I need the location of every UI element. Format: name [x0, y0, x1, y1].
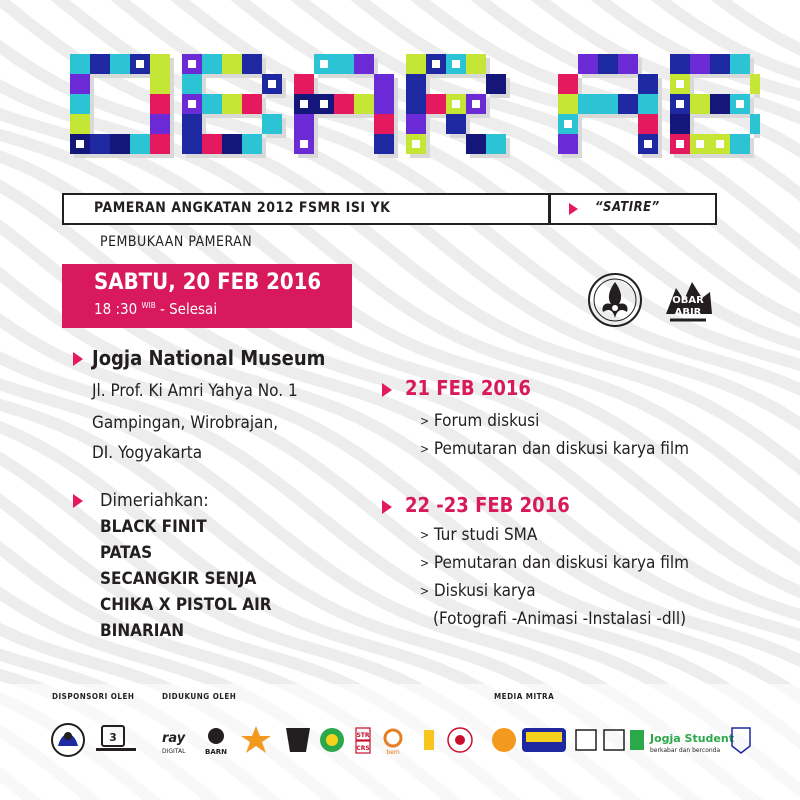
svg-text:BARN: BARN: [204, 748, 228, 756]
title-pixel-dot: [472, 100, 480, 108]
title-pixel: [618, 54, 638, 74]
title-pixel-dot: [268, 80, 276, 88]
triangle-bullet-icon: [382, 383, 392, 397]
title-pixel: [202, 134, 222, 154]
title-pixel-dot: [136, 60, 144, 68]
title-pixel: [222, 54, 242, 74]
title-pixel: [690, 54, 710, 74]
svg-text:CRS: CRS: [356, 745, 370, 752]
title-pixel: [222, 94, 242, 114]
triangle-bullet-icon: [569, 203, 578, 215]
title-pixel: [242, 134, 262, 154]
triangle-bullet-icon: [73, 352, 83, 366]
title-pixel: [406, 54, 426, 74]
title-pixel-dot: [300, 140, 308, 148]
title-pixel-dot: [320, 60, 328, 68]
schedule-2-item-3: > Diskusi karya: [420, 581, 536, 601]
svg-text:ABIR: ABIR: [674, 307, 702, 318]
title-pixel: [446, 114, 466, 134]
title-pixel: [182, 114, 202, 134]
svg-text:OBAR: OBAR: [672, 295, 704, 306]
schedule-1-item-2: > Pemutaran dan diskusi karya film: [420, 439, 690, 459]
schedule-2-item-4: (Fotografi -Animasi -Instalasi -dll): [433, 609, 687, 629]
title-pixel: [406, 114, 426, 134]
title-pixel-dot: [644, 140, 652, 148]
title-pixel: [638, 94, 658, 114]
performers-label: Dimeriahkan:: [100, 490, 209, 511]
title-pixel: [598, 54, 618, 74]
venue-line-1: Jl. Prof. Ki Amri Yahya No. 1: [92, 381, 298, 401]
title-pixel: [354, 54, 374, 74]
title-pixel-dot: [188, 100, 196, 108]
theme-title: “SATIRE”: [595, 200, 660, 215]
svg-text:ray: ray: [162, 731, 186, 746]
title-pixel: [374, 94, 394, 114]
title-pixel: [638, 74, 658, 94]
title-pixel-dot: [564, 120, 572, 128]
title-pixel-dot: [716, 140, 724, 148]
exhibition-bar: [62, 193, 550, 225]
title-pixel-dot: [676, 100, 684, 108]
svg-text:berkabar dan berconda: berkabar dan berconda: [650, 747, 721, 754]
title-pixel: [374, 114, 394, 134]
title-pixel-dot: [432, 60, 440, 68]
title-pixel: [262, 114, 282, 134]
schedule-2-item-2: > Pemutaran dan diskusi karya film: [420, 553, 690, 573]
title-pixel: [110, 134, 130, 154]
support-label: DIDUKUNG OLEH: [162, 692, 237, 701]
opening-label: PEMBUKAAN PAMERAN: [100, 234, 253, 250]
opening-date: SABTU, 20 FEB 2016: [94, 270, 322, 295]
title-pixel: [182, 74, 202, 94]
svg-text:DIGITAL: DIGITAL: [162, 748, 186, 755]
title-pixel: [406, 94, 426, 114]
title-pixel: [374, 74, 394, 94]
title-pixel: [598, 94, 618, 114]
triangle-bullet-icon: [382, 500, 392, 514]
isi-emblem-logo: [583, 268, 647, 332]
title-pixel: [354, 94, 374, 114]
venue-name: Jogja National Museum: [92, 346, 326, 370]
title-pixel-dot: [696, 140, 704, 148]
title-pixel: [202, 54, 222, 74]
title-pixel: [150, 94, 170, 114]
title-pixel: [558, 74, 578, 94]
title-pixel: [406, 74, 426, 94]
opening-date-box: [62, 264, 352, 328]
title-pixel-dot: [676, 140, 684, 148]
title-pixel-dot: [452, 60, 460, 68]
title-pixel: [150, 54, 170, 74]
performer-2: PATAS: [100, 543, 153, 563]
title-pixel: [150, 114, 170, 134]
title-pixel-dot: [736, 100, 744, 108]
title-pixel: [294, 74, 314, 94]
title-pixel: [202, 94, 222, 114]
title-pixel-dot: [76, 140, 84, 148]
exhibition-title: PAMERAN ANGKATAN 2012 FSMR ISI YK: [94, 200, 391, 216]
title-pixel: [466, 54, 486, 74]
title-pixel: [70, 114, 90, 134]
title-pixel-dot: [676, 80, 684, 88]
title-pixel: [690, 94, 710, 114]
svg-text:STR: STR: [356, 732, 370, 739]
title-pixel: [294, 114, 314, 134]
title-pixel: [558, 134, 578, 154]
title-pixel: [670, 54, 690, 74]
svg-text:bem: bem: [386, 749, 400, 756]
support-logos: [160, 720, 480, 760]
title-pixel: [730, 134, 750, 154]
title-pixel: [710, 94, 730, 114]
title-pixel: [486, 74, 506, 94]
venue-line-3: DI. Yogyakarta: [92, 443, 203, 463]
pixel-title: [60, 44, 760, 172]
title-pixel-dot: [188, 60, 196, 68]
schedule-2-item-1: > Tur studi SMA: [420, 525, 538, 545]
opening-time: 18 :30 $^{WIB}$ - Selesai: [94, 300, 218, 318]
title-pixel-dot: [452, 100, 460, 108]
venue-line-2: Gampingan, Wirobrajan,: [92, 413, 279, 433]
performer-1: BLACK FINIT: [100, 517, 207, 537]
schedule-date-1: 21 FEB 2016: [405, 376, 531, 400]
media-partner-logos: [492, 720, 754, 760]
title-pixel: [730, 54, 750, 74]
title-pixel: [130, 134, 150, 154]
title-pixel-dot: [320, 100, 328, 108]
title-pixel: [182, 134, 202, 154]
title-pixel: [110, 54, 130, 74]
title-pixel: [618, 94, 638, 114]
performer-5: BINARIAN: [100, 621, 185, 641]
title-pixel: [222, 134, 242, 154]
title-pixel: [90, 54, 110, 74]
performer-3: SECANGKIR SENJA: [100, 569, 257, 589]
title-pixel: [70, 74, 90, 94]
title-pixel: [242, 54, 262, 74]
title-pixel: [334, 94, 354, 114]
performer-4: CHIKA X PISTOL AIR: [100, 595, 272, 615]
title-pixel: [710, 54, 730, 74]
title-pixel: [558, 94, 578, 114]
title-pixel: [70, 54, 90, 74]
svg-text:Jogja Student: Jogja Student: [650, 732, 734, 745]
triangle-bullet-icon: [73, 494, 83, 508]
media-label: MEDIA MITRA: [494, 692, 555, 701]
title-pixel: [426, 94, 446, 114]
title-pixel: [486, 134, 506, 154]
sponsor-logos: [50, 720, 150, 760]
title-pixel: [334, 54, 354, 74]
title-pixel: [670, 114, 690, 134]
svg-text:3: 3: [109, 731, 117, 744]
title-pixel-dot: [300, 100, 308, 108]
theme-bar: [549, 193, 717, 225]
title-pixel: [578, 54, 598, 74]
title-pixel: [242, 94, 262, 114]
title-pixel: [750, 114, 760, 134]
sponsor-label: DISPONSORI OLEH: [52, 692, 135, 701]
title-pixel: [750, 74, 760, 94]
schedule-date-2: 22 -23 FEB 2016: [405, 493, 570, 517]
title-pixel: [70, 94, 90, 114]
obar-abir-logo: [656, 268, 720, 332]
title-pixel: [638, 114, 658, 134]
title-pixel: [150, 74, 170, 94]
title-pixel: [578, 94, 598, 114]
title-pixel: [466, 134, 486, 154]
title-pixel: [150, 134, 170, 154]
title-pixel: [90, 134, 110, 154]
title-pixel: [374, 134, 394, 154]
schedule-1-item-1: > Forum diskusi: [420, 411, 540, 431]
title-pixel-dot: [412, 140, 420, 148]
